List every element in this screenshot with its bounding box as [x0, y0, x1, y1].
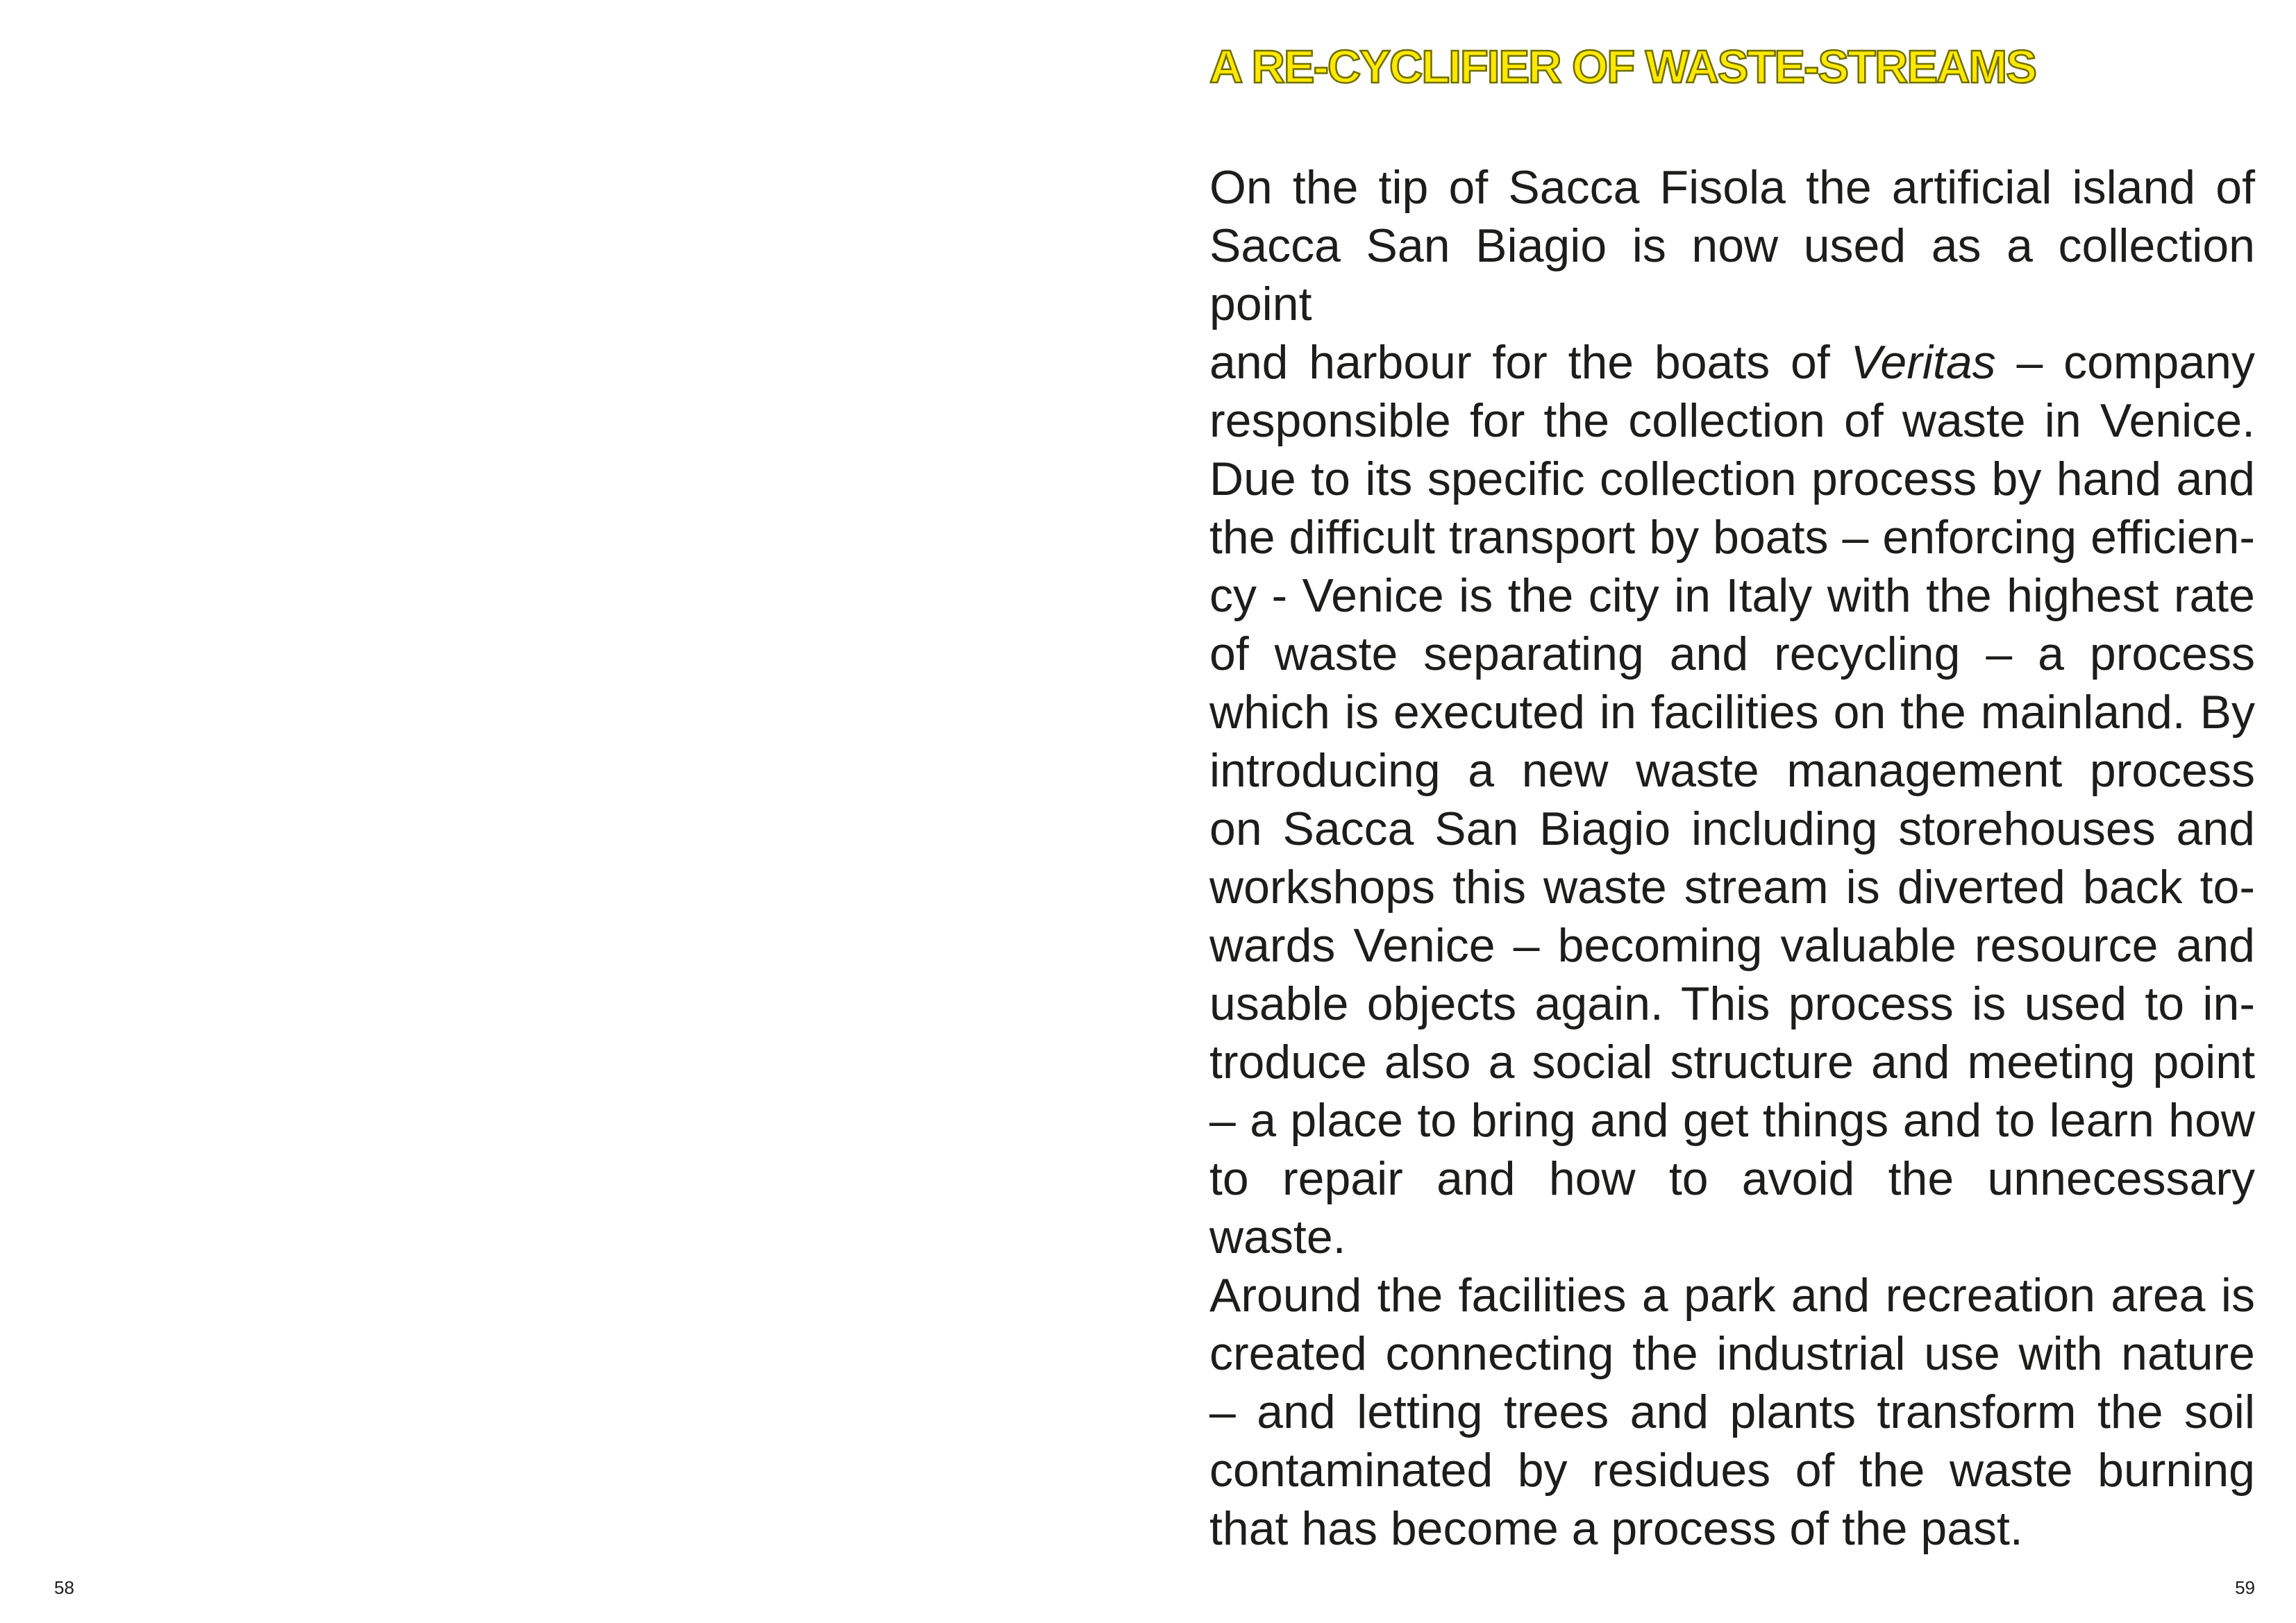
paragraph-line	[1209, 1383, 2255, 1441]
paragraph-line	[1209, 625, 2255, 683]
paragraph-text: – company	[1995, 336, 2255, 389]
paragraph-text: cy - Venice is the city in Italy with the highest rate	[1209, 569, 2255, 622]
paragraph-text: workshops this waste stream is diverted back to-	[1209, 861, 2255, 914]
paragraph-line	[1209, 333, 2255, 392]
paragraph-line	[1209, 683, 2255, 741]
paragraph-line	[1209, 1499, 2255, 1558]
paragraph-text: – a place to bring and get things and to learn how	[1209, 1094, 2255, 1147]
paragraph-text: the difficult transport by boats – enforcing efficien-	[1209, 511, 2255, 564]
paragraph-line	[1209, 858, 2255, 916]
paragraph-text: created connecting the industrial use with nature	[1209, 1327, 2255, 1380]
page-number-left: 58	[54, 1577, 74, 1598]
page-title: A RE-CYCLIFIER OF WASTE-STREAMS	[1209, 41, 2036, 93]
paragraph-line	[1209, 1091, 2255, 1150]
paragraph-text: wards Venice – becoming valuable resource and	[1209, 919, 2255, 972]
paragraph-line	[1209, 975, 2255, 1033]
paragraph-text: Due to its specific collection process by hand and	[1209, 453, 2255, 505]
paragraph-line	[1209, 1441, 2255, 1499]
paragraph-text: of waste separating and recycling – a process	[1209, 628, 2255, 680]
paragraph-line	[1209, 158, 2255, 217]
body-paragraph	[1209, 158, 2255, 1558]
paragraph-text: On the tip of Sacca Fisola the artificial island of	[1209, 161, 2255, 214]
page-number-right: 59	[2235, 1577, 2255, 1598]
paragraph-line	[1209, 741, 2255, 800]
paragraph-line	[1209, 1266, 2255, 1325]
paragraph-text: that has become a process of the past.	[1209, 1502, 2023, 1555]
paragraph-text-italic: Veritas	[1850, 336, 1996, 389]
paragraph-line	[1209, 916, 2255, 975]
paragraph-text: which is executed in facilities on the mainland. By	[1209, 686, 2255, 739]
paragraph-line	[1209, 1033, 2255, 1091]
paragraph-line	[1209, 217, 2255, 333]
paragraph-text: contaminated by residues of the waste burning	[1209, 1444, 2255, 1497]
paragraph-text: to repair and how to avoid the unnecessary waste.	[1209, 1152, 2255, 1263]
paragraph-text: Sacca San Biagio is now used as a collection point	[1209, 219, 2255, 330]
paragraph-text: – and letting trees and plants transform the soil	[1209, 1386, 2255, 1438]
paragraph-line	[1209, 1325, 2255, 1383]
paragraph-line	[1209, 800, 2255, 858]
paragraph-line	[1209, 392, 2255, 450]
paragraph-text: responsible for the collection of waste in Venice.	[1209, 394, 2255, 447]
paragraph-line	[1209, 508, 2255, 566]
paragraph-text: troduce also a social structure and meeting point	[1209, 1036, 2255, 1088]
paragraph-text: Around the facilities a park and recreation area is	[1209, 1269, 2255, 1322]
paragraph-line	[1209, 566, 2255, 625]
paragraph-text: and harbour for the boats of	[1209, 336, 1851, 389]
paragraph-text: usable objects again. This process is used to in-	[1209, 977, 2255, 1030]
paragraph-text: introducing a new waste management process	[1209, 744, 2255, 797]
paragraph-line	[1209, 450, 2255, 508]
paragraph-text: on Sacca San Biagio including storehouses and	[1209, 802, 2255, 855]
paragraph-line	[1209, 1150, 2255, 1266]
